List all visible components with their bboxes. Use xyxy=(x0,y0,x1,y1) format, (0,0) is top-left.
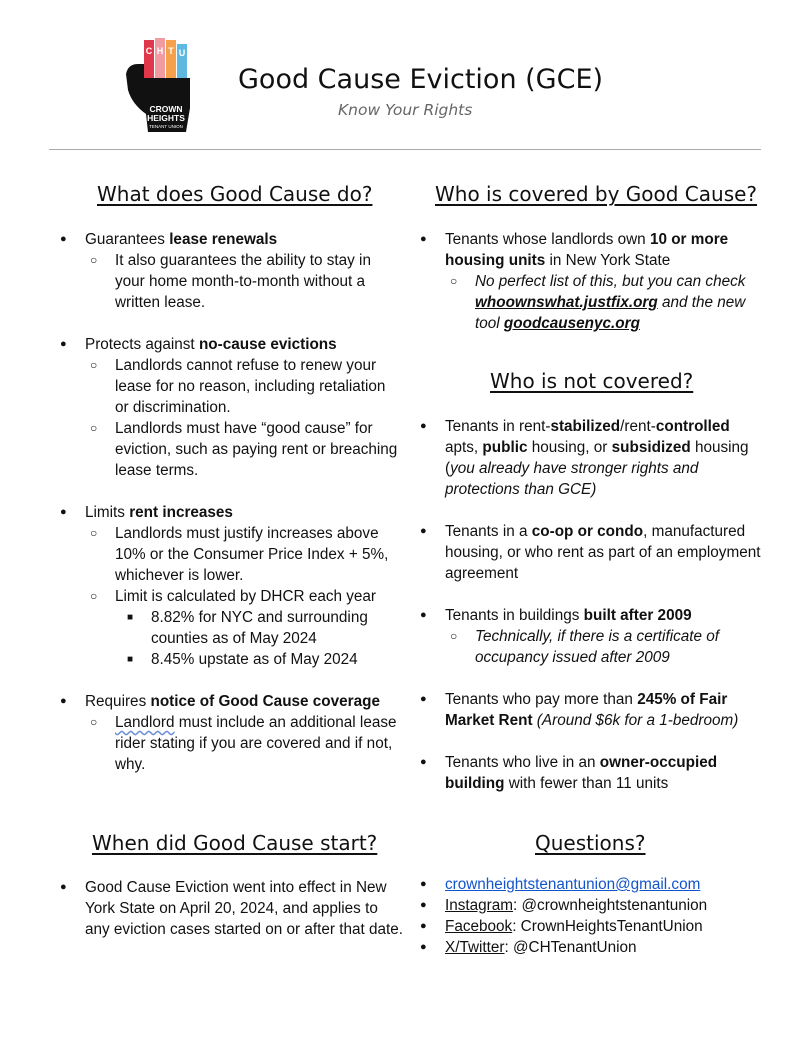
crown-heights-tenant-union-logo xyxy=(124,38,194,132)
goodcausenyc-link[interactable]: goodcausenyc.org xyxy=(503,315,640,332)
list-item: ● Facebook: CrownHeightsTenantUnion xyxy=(418,916,763,937)
list-item: ● Guarantees lease renewals xyxy=(58,229,403,250)
svg-text:T: T xyxy=(168,46,174,56)
who-is-covered-heading: Who is covered by Good Cause? xyxy=(435,182,758,206)
list-item: ● Tenants in rent-stabilized/rent-controlled apts, public housing, or subsidized housing (you already have stronger rights and protections than GCE) xyxy=(418,416,763,500)
facebook-link[interactable]: Facebook xyxy=(445,918,513,935)
list-item: ● Instagram: @crownheightstenantunion xyxy=(418,895,763,916)
svg-text:H: H xyxy=(156,46,164,56)
questions-heading: Questions? xyxy=(535,831,646,855)
list-item: ○ Landlord must include an additional lease rider stating if you are covered and if not, why. xyxy=(58,712,403,775)
list-item: ○ Technically, if there is a certificate of occupancy issued after 2009 xyxy=(418,626,763,668)
svg-text:C: C xyxy=(145,46,153,56)
list-item: ○ Landlords must have “good cause” for eviction, such as paying rent or breaching lease terms. xyxy=(58,418,403,481)
list-item: ○ Limit is calculated by DHCR each year xyxy=(58,586,403,607)
not-covered-list xyxy=(418,416,763,794)
list-item: ○ It also guarantees the ability to stay in your home month-to-month without a written lease. xyxy=(58,250,403,313)
instagram-link[interactable]: Instagram xyxy=(445,897,514,914)
contact-list xyxy=(418,874,763,958)
svg-text:CROWN: CROWN xyxy=(149,104,183,114)
list-item: ■ 8.45% upstate as of May 2024 xyxy=(58,649,403,670)
email-link[interactable]: crownheightstenantunion@gmail.com xyxy=(445,876,701,893)
when-did-good-cause-start-heading: When did Good Cause start? xyxy=(92,831,378,855)
list-item: ● Limits rent increases xyxy=(58,502,403,523)
list-item: ● Tenants who pay more than 245% of Fair Market Rent (Around $6k for a 1-bedroom) xyxy=(418,689,763,731)
list-item xyxy=(418,874,763,895)
list-item: ● Good Cause Eviction went into effect in New York State on April 20, 2024, and applies to any eviction cases started on or after that date. xyxy=(58,877,403,940)
list-item: ○ No perfect list of this, but you can check whoownswhat.justfix.org and the new tool goodcausenyc.org xyxy=(418,271,763,334)
list-item: ■ 8.82% for NYC and surrounding counties as of May 2024 xyxy=(58,607,403,649)
what-it-does-list xyxy=(58,229,403,775)
twitter-link[interactable]: X/Twitter xyxy=(445,939,505,956)
list-item: ● Protects against no-cause evictions xyxy=(58,334,403,355)
whoownswhat-link[interactable]: whoownswhat.justfix.org xyxy=(475,294,658,311)
list-item: ● X/Twitter: @CHTenantUnion xyxy=(418,937,763,958)
page-title: Good Cause Eviction (GCE) xyxy=(238,64,604,95)
covered-list xyxy=(418,229,763,334)
list-item: ○ Landlords must justify increases above 10% or the Consumer Price Index + 5%, whichever is lower. xyxy=(58,523,403,586)
list-item: ● Tenants in buildings built after 2009 xyxy=(418,605,763,626)
list-item: ● Tenants in a co-op or condo, manufactured housing, or who rent as part of an employment agreement xyxy=(418,521,763,584)
list-item: ○ Landlords cannot refuse to renew your lease for no reason, including retaliation or discrimination. xyxy=(58,355,403,418)
svg-text:HEIGHTS: HEIGHTS xyxy=(147,113,185,123)
who-is-not-covered-heading: Who is not covered? xyxy=(490,369,694,393)
divider xyxy=(49,149,761,150)
svg-text:TENANT UNION: TENANT UNION xyxy=(149,124,183,129)
page-subtitle: Know Your Rights xyxy=(338,101,473,119)
list-item: ● Requires notice of Good Cause coverage xyxy=(58,691,403,712)
start-date-list xyxy=(58,877,403,940)
list-item: ● Tenants who live in an owner-occupied building with fewer than 11 units xyxy=(418,752,763,794)
svg-text:U: U xyxy=(178,48,186,58)
what-does-good-cause-do-heading: What does Good Cause do? xyxy=(97,182,373,206)
list-item: ● Tenants whose landlords own 10 or more housing units in New York State xyxy=(418,229,763,271)
